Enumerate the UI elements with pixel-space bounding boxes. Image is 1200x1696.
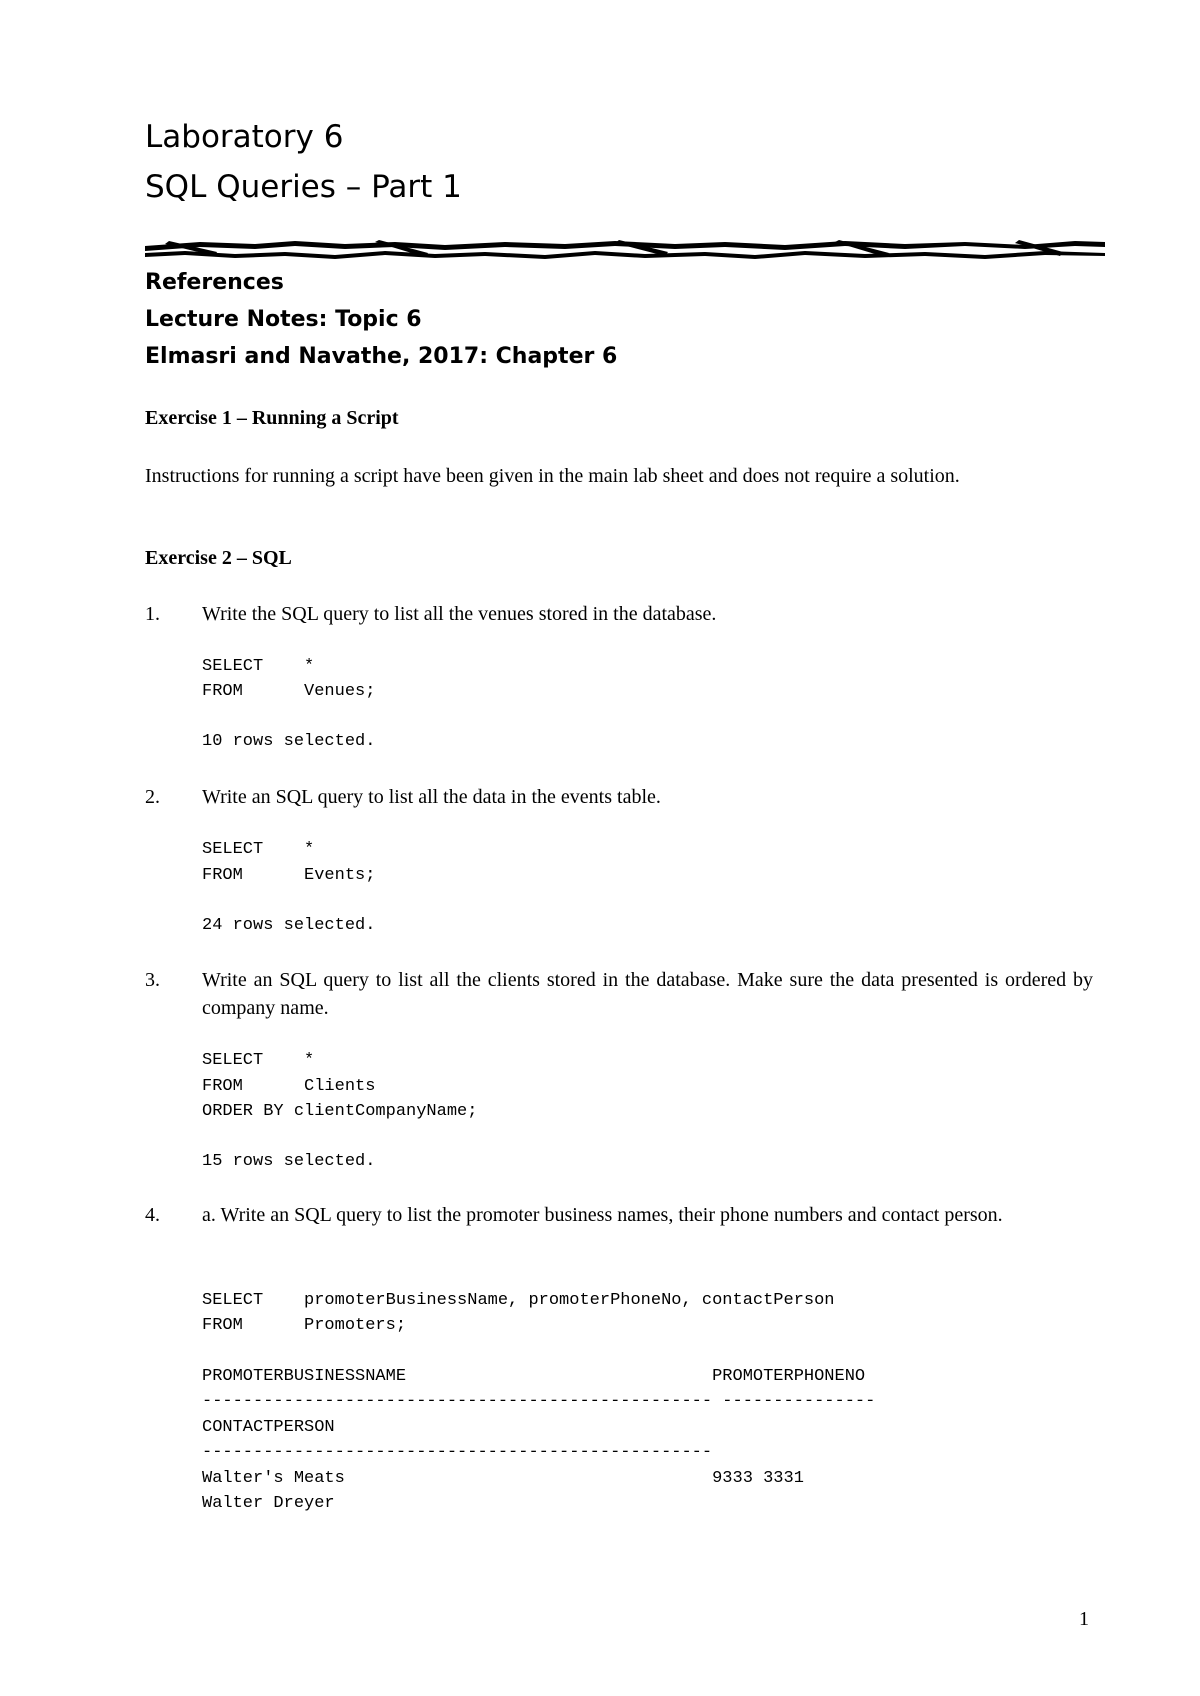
code-line: ORDER BY clientCompanyName;: [202, 1102, 478, 1121]
query-result: 24 rows selected.: [202, 916, 376, 935]
code-line: SELECT *: [202, 1051, 315, 1070]
reference-item: Elmasri and Navathe, 2017: Chapter 6: [145, 344, 618, 369]
question-2-number: 2.: [145, 786, 160, 808]
code-line: FROM Clients: [202, 1077, 376, 1096]
question-3-text: Write an SQL query to list all the clients stored in the database. Make sure the data presented is ordered by company name.: [202, 969, 1093, 1019]
references-heading: References: [145, 270, 284, 295]
output-row: Walter's Meats 9333 3331: [202, 1469, 804, 1488]
exercise-1-body: Instructions for running a script have been given in the main lab sheet and does not require a solution.: [145, 465, 960, 487]
query-result: 10 rows selected.: [202, 732, 376, 751]
document-title: Laboratory 6: [145, 119, 344, 155]
question-2-text: Write an SQL query to list all the data in the events table.: [202, 786, 661, 808]
code-line: SELECT *: [202, 840, 315, 859]
query-result: 15 rows selected.: [202, 1152, 376, 1171]
question-1-number: 1.: [145, 603, 160, 625]
output-separator: -------------------------------------------------- ---------------: [202, 1392, 876, 1411]
exercise-1-heading: Exercise 1 – Running a Script: [145, 407, 399, 429]
reference-item: Lecture Notes: Topic 6: [145, 307, 422, 332]
code-line: SELECT *: [202, 657, 315, 676]
question-3-number: 3.: [145, 969, 160, 991]
code-line: SELECT promoterBusinessName, promoterPhoneNo, contactPerson: [202, 1291, 835, 1310]
output-header: CONTACTPERSON: [202, 1418, 335, 1437]
output-header: PROMOTERBUSINESSNAME PROMOTERPHONENO: [202, 1367, 866, 1386]
code-line: FROM Promoters;: [202, 1316, 407, 1335]
decorative-divider: [145, 238, 1105, 262]
page-number: 1: [1079, 1608, 1089, 1630]
output-row: Walter Dreyer: [202, 1494, 335, 1513]
output-separator: --------------------------------------------------: [202, 1443, 713, 1462]
question-4-number: 4.: [145, 1204, 160, 1226]
document-subtitle: SQL Queries – Part 1: [145, 169, 462, 205]
code-line: FROM Events;: [202, 866, 376, 885]
exercise-2-heading: Exercise 2 – SQL: [145, 547, 292, 569]
code-line: FROM Venues;: [202, 682, 376, 701]
question-4-text: a. Write an SQL query to list the promoter business names, their phone numbers and contact person.: [202, 1204, 1003, 1226]
question-1-text: Write the SQL query to list all the venues stored in the database.: [202, 603, 717, 625]
